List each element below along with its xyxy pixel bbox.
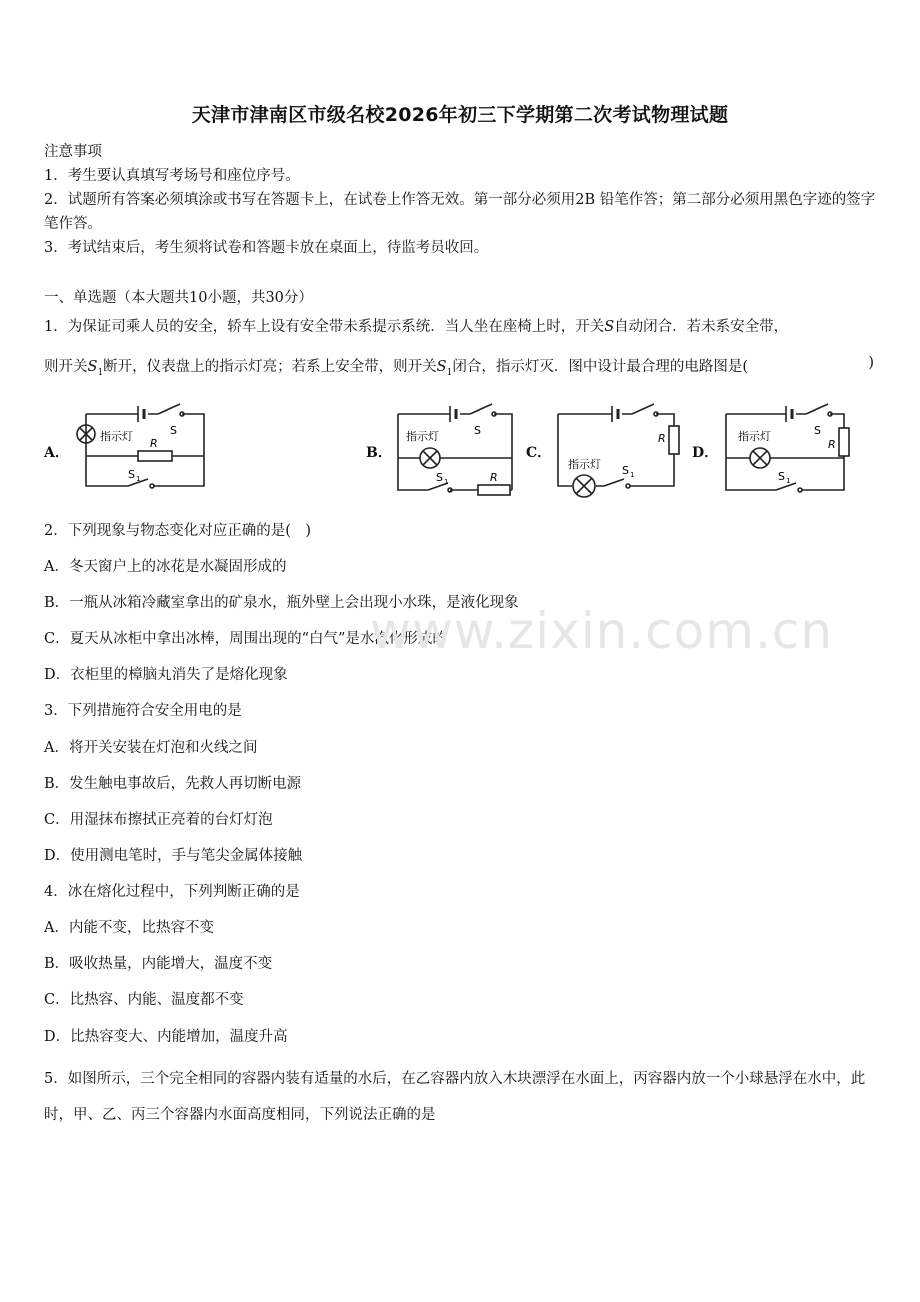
circuit-diagram-b[interactable] [394,400,518,496]
q1-text: 1．为保证司乘人员的安全，轿车上设有安全带未系提示系统．当人坐在座椅上时，开关 [44,319,605,335]
switch-s1-subscript: 1 [630,471,635,479]
notice-heading: 注意事项 [44,144,102,160]
q1-text: ) [868,355,874,371]
switch-s-symbol: S [604,319,615,335]
question-1-line-2 [44,355,880,378]
q2-option-a[interactable]: A．冬天窗户上的冰花是水凝固形成的 [44,559,287,575]
q1-text: 闭合，指示灯灭．图中设计最合理的电路图是( [452,359,748,375]
switch-s1-symbol: S [436,359,447,375]
notice-item: 3．考试结束后，考生须将试卷和答题卡放在桌面上，待监考员收回。 [44,240,489,256]
resistor-r-label: R [658,432,666,445]
notice-item: 2．试题所有答案必须填涂或书写在答题卡上，在试卷上作答无效。第一部分必须用2B 铅笔作答；第二部分必须用黑色字迹的签字笔作答。 [44,192,876,232]
q4-option-c[interactable]: C．比热容、内能、温度都不变 [44,992,244,1008]
q2-option-c[interactable]: C．夏天从冰柜中拿出冰棒，周围出现的“白气”是水汽化形成的 [44,631,447,647]
q3-option-b[interactable]: B．发生触电事故后，先救人再切断电源 [44,776,302,792]
circuit-diagram-c[interactable] [554,396,682,500]
option-b-label[interactable]: B． [366,445,392,461]
q1-text: 则开关 [44,359,88,375]
lamp-label: 指示灯 [100,430,133,443]
q4-option-a[interactable]: A．内能不变，比热容不变 [44,920,214,936]
option-c-label[interactable]: C． [526,445,552,461]
switch-s-label: S [474,424,481,437]
question-4-stem: 4．冰在熔化过程中，下列判断正确的是 [44,884,300,900]
page-title: 天津市津南区市级名校2026年初三下学期第二次考试物理试题 [191,104,729,126]
option-a-label[interactable]: A． [44,445,69,461]
switch-s1-subscript: 1 [446,367,453,378]
question-2-stem: 2．下列现象与物态变化对应正确的是( ) [44,523,312,539]
q3-option-d[interactable]: D．使用测电笔时，手与笔尖金属体接触 [44,848,303,864]
circuit-diagram-d[interactable] [722,400,852,496]
question-5-stem: 5．如图所示，三个完全相同的容器内装有适量的水后，在乙容器内放入木块漂浮在水面上，丙容器内放一个小球悬浮在水中，此时，甲、乙、丙三个容器内水面高度相同，下列说法正确的是 [44,1071,866,1123]
q4-option-d[interactable]: D．比热容变大、内能增加，温度升高 [44,1029,288,1045]
lamp-label: 指示灯 [568,458,601,471]
switch-s1-subscript: 1 [97,367,104,378]
q2-option-d[interactable]: D．衣柜里的樟脑丸消失了是熔化现象 [44,667,288,683]
switch-s-label: S [170,424,177,437]
resistor-r-label: R [490,471,498,484]
watermark: www.zixin.com.cn [370,602,834,660]
switch-s1-label: S [622,464,629,477]
switch-s1-label: S [778,470,785,483]
q1-text: 断开，仪表盘上的指示灯亮；若系上安全带，则开关 [103,359,437,375]
resistor-r-label: R [828,438,836,451]
switch-s1-subscript: 1 [786,477,791,485]
switch-s1-label: S [436,471,443,484]
option-d-label[interactable]: D． [692,445,719,461]
notice-item: 1．考生要认真填写考场号和座位序号。 [44,168,300,184]
question-1-line-1 [44,315,788,336]
q2-option-b[interactable]: B．一瓶从冰箱冷藏室拿出的矿泉水，瓶外壁上会出现小水珠，是液化现象 [44,595,519,611]
q1-text: 自动闭合．若未系安全带， [614,319,789,335]
section-heading: 一、单选题（本大题共10小题，共30分） [44,290,313,306]
switch-s1-symbol: S [87,359,98,375]
lamp-label: 指示灯 [406,430,439,443]
switch-s1-subscript: 1 [136,475,141,483]
resistor-r-label: R [150,437,158,450]
question-3-stem: 3．下列措施符合安全用电的是 [44,703,242,719]
lamp-label: 指示灯 [738,430,771,443]
q4-option-b[interactable]: B．吸收热量，内能增大，温度不变 [44,956,273,972]
q3-option-a[interactable]: A．将开关安装在灯泡和火线之间 [44,740,258,756]
switch-s-label: S [814,424,821,437]
switch-s1-subscript: 1 [444,478,449,486]
q3-option-c[interactable]: C．用湿抹布擦拭正亮着的台灯灯泡 [44,812,273,828]
circuit-diagram-a[interactable] [66,400,214,496]
switch-s1-label: S [128,468,135,481]
